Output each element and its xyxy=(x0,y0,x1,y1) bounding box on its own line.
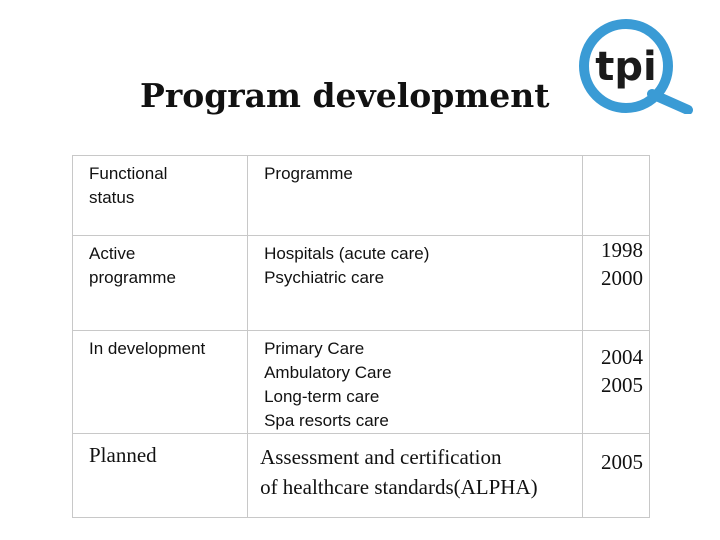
row-years xyxy=(582,236,649,331)
header-programme: Programme xyxy=(248,156,583,236)
table-row xyxy=(73,434,650,518)
header-functional-status: Functional status xyxy=(73,156,248,236)
table-row xyxy=(73,236,650,331)
row-status: Active programme xyxy=(73,236,248,331)
row-programmes xyxy=(248,236,583,331)
row-status: In development xyxy=(73,331,248,434)
tpi-logo xyxy=(560,14,700,114)
year-value: 2000 xyxy=(601,266,643,290)
programme-item: Assessment and certification xyxy=(260,445,502,469)
table-header-row xyxy=(73,156,650,236)
year-value: 1998 xyxy=(601,238,643,262)
programme-item: Spa resorts care xyxy=(264,411,389,430)
year-value: 2005 xyxy=(601,450,643,474)
programme-item: Primary Care xyxy=(264,339,365,358)
program-table xyxy=(72,155,650,518)
row-years xyxy=(582,434,649,518)
row-years xyxy=(582,331,649,434)
year-value: 2005 xyxy=(601,373,643,397)
programme-item: Ambulatory Care xyxy=(264,363,392,382)
programme-item: Long-term care xyxy=(264,387,380,406)
slide-title: Program development xyxy=(140,76,550,115)
header-year xyxy=(582,156,649,236)
row-status: Planned xyxy=(73,434,248,518)
logo-text: tpi xyxy=(595,44,657,90)
year-value: 2004 xyxy=(601,345,643,369)
programme-item: of healthcare standards(ALPHA) xyxy=(260,475,538,499)
row-programmes xyxy=(248,434,583,518)
programme-item: Psychiatric care xyxy=(264,268,385,287)
row-programmes xyxy=(248,331,583,434)
table-row xyxy=(73,331,650,434)
programme-item: Hospitals (acute care) xyxy=(264,244,430,263)
